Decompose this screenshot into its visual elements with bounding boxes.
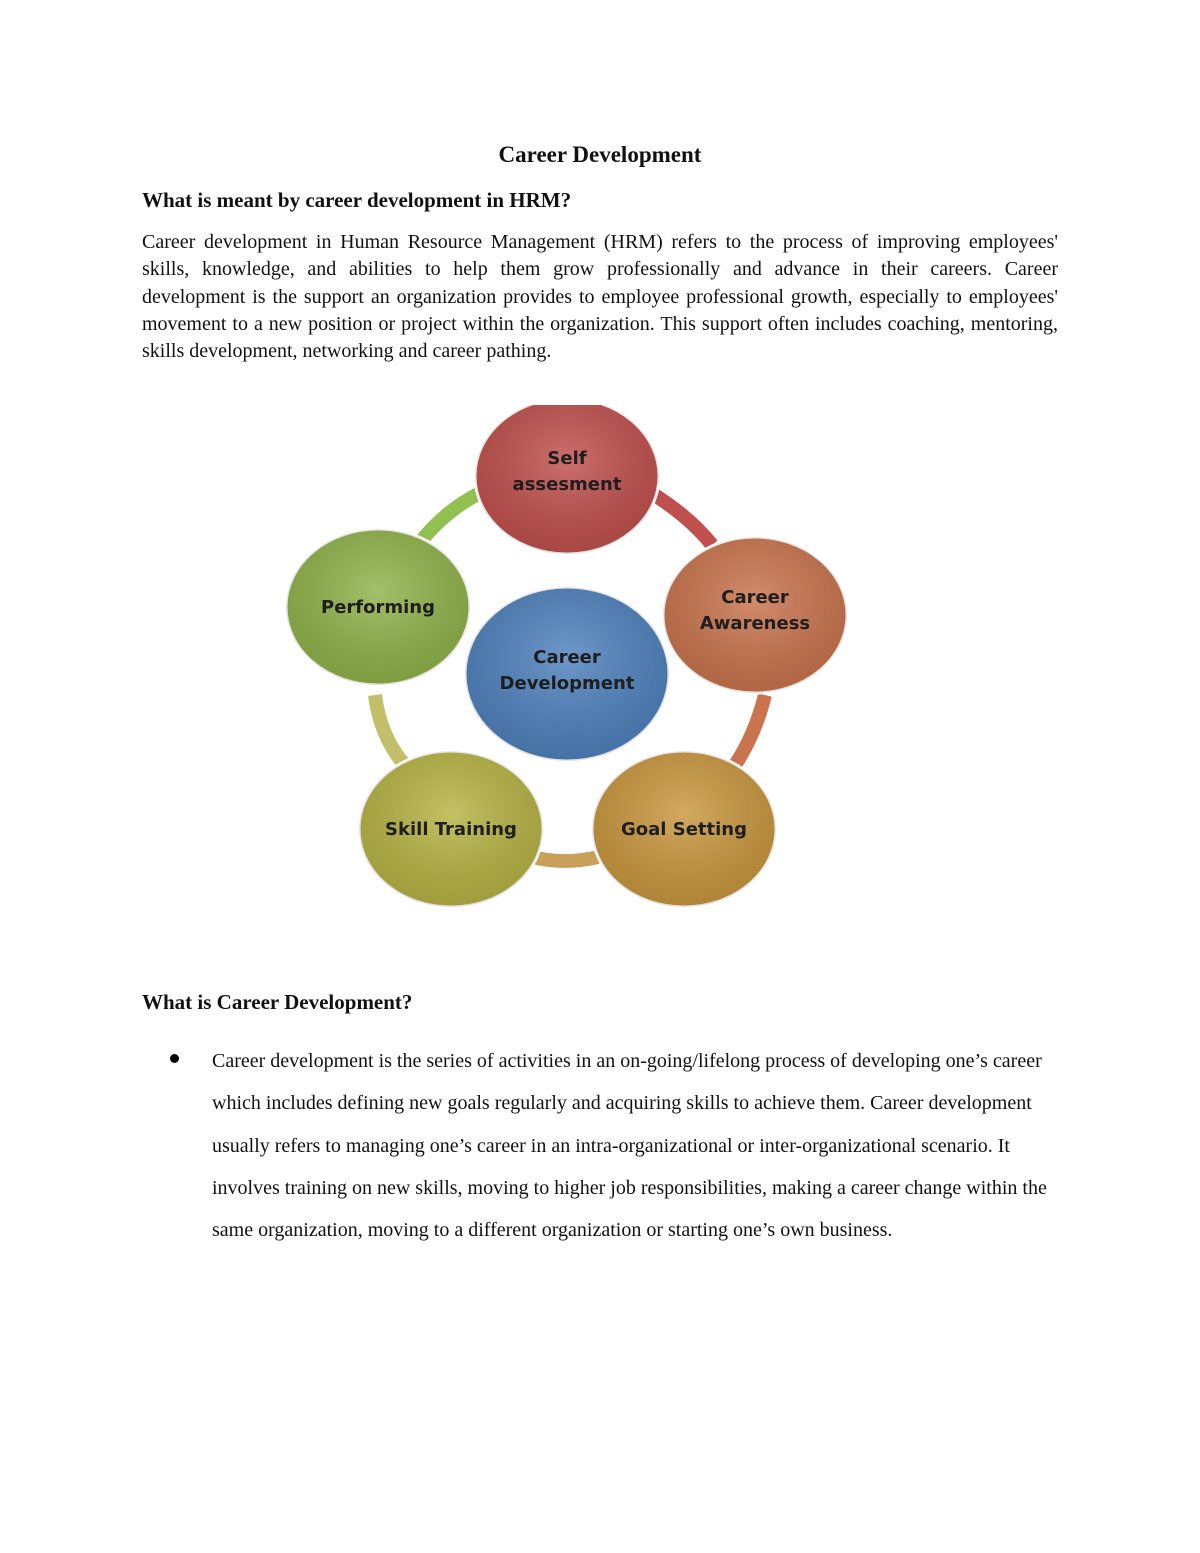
intro-paragraph: Career development in Human Resource Management (HRM) refers to the process of improving employees' skills, knowledge, and abilities to help them grow professionally and advance in their careers. Career development is the support an organization provides to employee professional growth, especially to employees' movement to a new position or project within the organization. This support often includes coaching, mentoring, skills development, networking and career pathing. bbox=[142, 231, 1058, 363]
career-development-cycle-diagram bbox=[280, 405, 860, 915]
bullet-text: Career development is the series of activities in an on-going/lifelong process of developing one’s career which includes defining new goals regularly and acquiring skills to achieve them. Career development usually refers to managing one’s career in an intra-organizational or inter-organizational scenario. It involves training on new skills, moving to higher job responsibilities, making a career change within the same organization, moving to a different organization or starting one’s own business. bbox=[212, 1050, 1047, 1242]
svg-text:Self: Self bbox=[547, 448, 587, 469]
diagram-node-goal-setting bbox=[592, 751, 776, 907]
center-label-line2: Development bbox=[499, 673, 635, 694]
diagram-node-skill-training bbox=[359, 751, 543, 907]
connector-arc-performing-to-self bbox=[418, 492, 482, 545]
svg-text:Awareness: Awareness bbox=[699, 613, 811, 634]
connector-arc-goal-to-skill bbox=[532, 857, 598, 861]
list-item bbox=[170, 1040, 1060, 1251]
bullet-list bbox=[170, 1040, 1060, 1251]
section-heading-what-is: What is Career Development? bbox=[142, 990, 413, 1014]
svg-text:Career: Career bbox=[721, 587, 789, 608]
diagram-node-performing bbox=[286, 529, 470, 685]
svg-text:Performing: Performing bbox=[321, 597, 435, 618]
svg-text:Skill Training: Skill Training bbox=[385, 819, 517, 840]
connector-arc-skill-to-performing bbox=[375, 695, 403, 763]
section-heading-hrm: What is meant by career development in HRM? bbox=[142, 188, 572, 212]
diagram-node-career-awareness bbox=[663, 537, 847, 693]
bullet-icon bbox=[170, 1054, 179, 1063]
svg-text:assesment: assesment bbox=[512, 474, 622, 495]
diagram-node-career-development bbox=[465, 587, 669, 761]
center-label-line1: Career bbox=[533, 647, 601, 668]
diagram-node-self-assesment bbox=[475, 405, 659, 554]
svg-text:Goal Setting: Goal Setting bbox=[621, 819, 747, 840]
connector-arc-awareness-to-goal bbox=[735, 695, 765, 765]
document-title: Career Development bbox=[498, 142, 702, 167]
connector-arc-self-to-awareness bbox=[650, 492, 712, 545]
